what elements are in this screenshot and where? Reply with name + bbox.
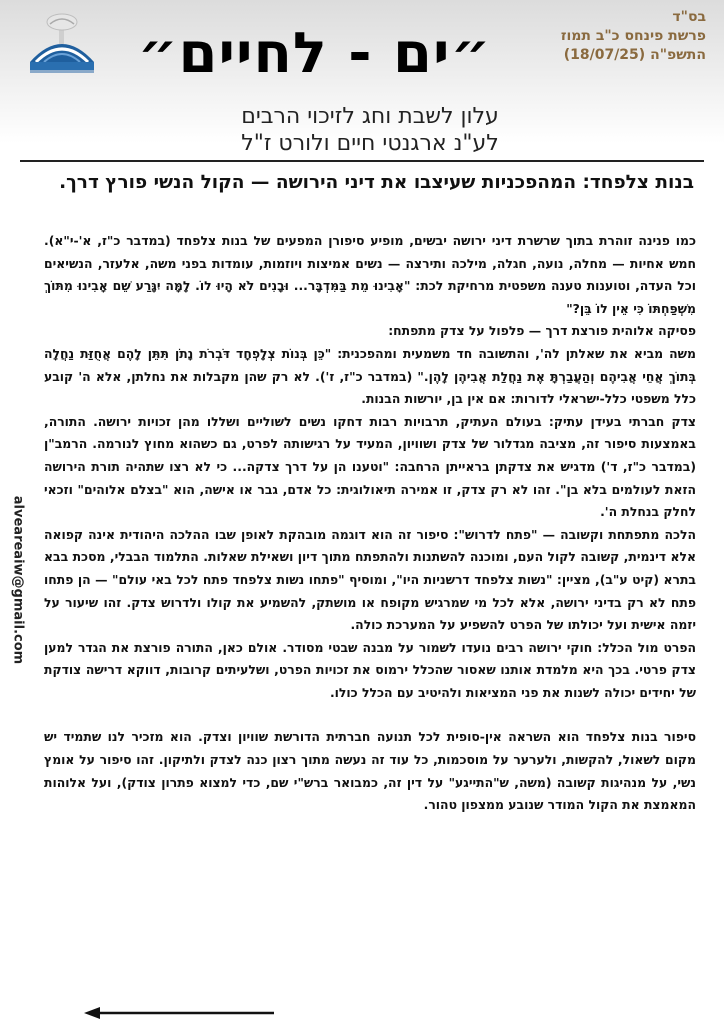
header-divider — [20, 160, 704, 162]
paragraph-heading-ruling: פסיקה אלוהית פורצת דרך — פלפול על צדק מתפתח: — [388, 323, 696, 339]
side-email[interactable] — [6, 490, 30, 670]
paragraph-halacha: הלכה מתפתחת וקשובה — "פתח לדרוש": סיפור זה הוא דוגמה מובהקת לאופן שבו ההלכה היהודית אינה קפואה אלא דינמית, קשובה לקול העם, ומוכנה להשתנות ולהתפתח מתוך דיון ושאילת שאלות. התלמוד הבבלי, מסכת בבא בתרא (קיט ע"ב), מציין: "נשות צלפחד דרשניות היו", ומוסיף "פתחו נשות צלפחד פתח לכל באי עולם" — הן פתחו פתח לא רק בדיני ירושה, אלא לכל מי שמרגיש מקופח או מושתק, להשמיע את קולו ולדרוש צדק. זהו שיעור על יזמה אישית ועל יכולתו של הפרט להשפיע על המערכת כולה. — [44, 526, 696, 633]
paragraph-conclusion: סיפור בנות צלפחד הוא השראה אין-סופית לכל תנועה חברתית הדורשת שוויון וצדק. הוא מזכיר לנו שתמיד יש מקום לשאול, להקשות, ולערער על מוסכמות, כל עוד זה נעשה מתוך רצון כנה לצדק ולתיקון. זהו סיפור על אומץ נשי, על מנהיגות קשובה (משה, ש"התייגע" על דין זה, כמבואר ברש"י שם, כדי למצוא פתרון צודק), ועל אלוהות המאמצת את הקול המודר שנובע ממצפון טהור. — [44, 729, 696, 813]
bsd-label: בס"ד — [672, 9, 706, 25]
paragraph-individual: הפרט מול הכלל: חוקי ירושה רבים נועדו לשמור על מבנה שבטי מסודר. אולם כאן, התורה פורצת את הגדר למען צדק פרטי. בכך היא מלמדת אותנו שאסור שהכלל ירמוס את זכויות הפרט, ושלעיתים קרובות, דווקא דרישה צודקת של יחידים יכולה לשנות את פני המציאות ולהיטיב עם הכלל כולו. — [44, 639, 696, 700]
header — [0, 0, 724, 100]
arrow-left-icon[interactable] — [84, 1005, 274, 1019]
subtitle-line-2: לע"נ ארגנטי חיים ולורט ז"ל — [241, 131, 499, 156]
tree-over-wave-logo-icon — [24, 12, 100, 80]
article-body — [44, 230, 696, 817]
subtitle — [100, 103, 640, 157]
paragraph-intro: כמו פנינה זוהרת בתוך שרשרת דיני ירושה יבשים, מופיע סיפורן המפעים של בנות צלפחד (במדבר כ"ז, א'-י"א). חמש אחיות — מחלה, נועה, חגלה, מילכה ותירצה — נשים אמיצות ויוזמות, עומדות בפני משה, אלעזר, הנשיאים וכל העדה, וטוענות טענה משפטית מרחיקת לכת: "אָבִינוּ מֵת בַּמִּדְבָּר... וּבָנִים לֹא הָיוּ לוֹ. לָמָּה יִגָּרַע שֵׁם אָבִינוּ מִתּוֹךְ מִשְׁפַּחְתּוֹ כִּי אֵין לוֹ בֵּן?" — [44, 233, 696, 316]
paragraph-ruling: משה מביא את שאלתן לה', והתשובה חד משמעית ומהפכנית: "כֵּן בְּנוֹת צְלָפְחָד דֹּבְרֹת נָתֹן תִּתֵּן לָהֶם אֲחֻזַּת נַחֲלָה בְּתוֹךְ אֲחֵי אֲבִיהֶם וְהַעֲבַרְתָּ אֶת נַחֲלַת אֲבִיהֶן לָהֶן." (במדבר כ"ז, ז'). לא רק שהן מקבלות את נחלתן, אלא ה' קובע כלל משפטי כלל-ישראלי לדורות: אם אין בן, יורשות הבנות. — [44, 345, 696, 407]
parasha-line: פרשת פינחס כ"ב תמוז — [560, 28, 706, 44]
subtitle-line-1: עלון לשבת וחג לזיכוי הרבים — [241, 104, 499, 129]
email-text[interactable]: alveareaiw@gmail.com — [10, 495, 26, 665]
date-block — [506, 8, 706, 65]
masthead-title: ״ים - לחיים״ — [137, 21, 492, 86]
year-line: התשפ"ה (18/07/25) — [563, 47, 706, 63]
paragraph-social-justice: צדק חברתי בעידן עתיק: בעולם העתיק, תרבויות רבות דחקו נשים לשוליים ושללו מהן זכויות ירושה. התורה, באמצעות סיפור זה, מציבה מגדלור של צדק ושוויון, המעיד על רגישותה לפרט, גם כשהוא מחוץ לנורמה. הרמב"ן (במדבר כ"ז, ד') מדגיש את צדקתן בראייתן הרחבה: "וטענו הן על דרך צדקה... כי לא רצו שתהיה תורת הירושה הזאת לעולמים בלא בן". זהו לא רק צדק, זו אמירה תיאולוגית: כל אדם, גבר או אישה, הוא "בצלם אלוהים" וזכאי לחלק בנחלת ה'. — [44, 413, 696, 520]
article-title: בנות צלפחד: המהפכניות שעיצבו את דיני הירושה — הקול הנשי פורץ דרך. — [59, 172, 694, 193]
